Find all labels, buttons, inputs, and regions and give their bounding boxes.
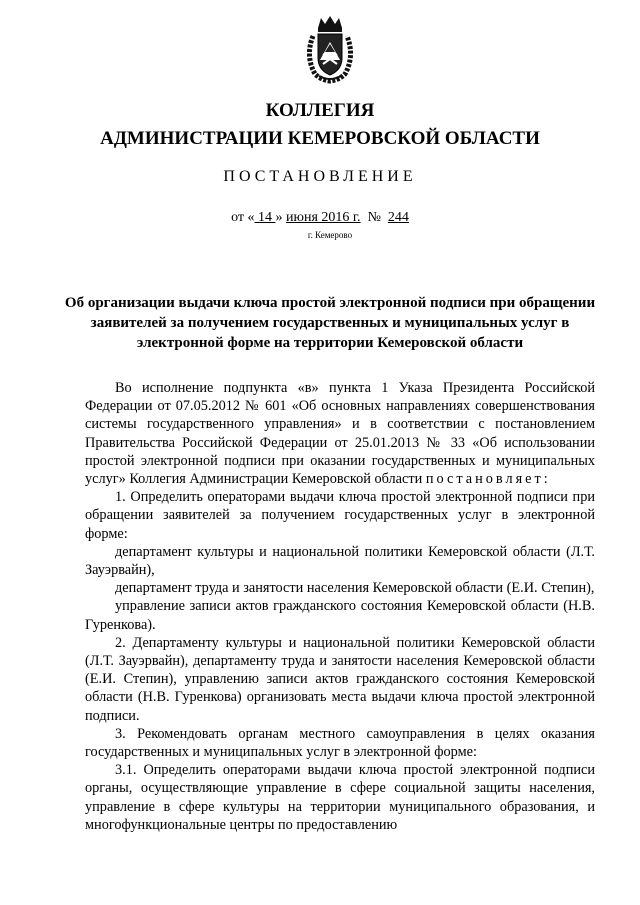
org-name-line1: КОЛЛЕГИЯ xyxy=(265,100,375,121)
intro-text: Во исполнение подпункта «в» пункта 1 Указа Президента Российской Федерации от 07.05.2012 № 601 «Об основных направлениях совершенствования системы государственного управления» и в соответствии с постановлением Правительства Российской Федерации от 25.01.2013 № 33 «Об использовании простой электронной подписи при оказании государственных и муниципальных услуг» Коллегия Администрации Кемеровской области xyxy=(85,380,595,488)
city-name: г. Кемерово xyxy=(307,230,353,240)
item-3-1: 3.1. Определить операторами выдачи ключа простой электронной подписи органы, осуществляющие управление в сфере социальной защиты населения, управление в сфере культуры на территории муниципального образования, и многофункциональные центры по предоставлению xyxy=(85,762,595,833)
item-2: 2. Департаменту культуры и национальной политики Кемеровской области (Л.Т. Зауэрвайн), департаменту труда и занятости населения Кемеровской области (Е.И. Степин), управлению записи актов гражданского состояния Кемеровской области (Н.В. Гуренкова) организовать места выдачи ключа простой электронной подписи. xyxy=(85,634,595,724)
coat-of-arms-emblem xyxy=(301,14,359,84)
item-1-a: департамент культуры и национальной политики Кемеровской области (Л.Т. Зауэрвайн), xyxy=(85,543,595,579)
document-title: Об организации выдачи ключа простой электронной подписи при обращении заявителей за получением государственных и муниципальных услуг в электронной форме на территории Кемеровской области xyxy=(64,295,596,351)
item-1-b: департамент труда и занятости населения Кемеровской области (Е.И. Степин), xyxy=(115,580,595,597)
item-1: 1. Определить операторами выдачи ключа простой электронной подписи при обращении заявителей за получением государственных услуг в электронной форме: xyxy=(85,489,595,542)
document-number: 244 xyxy=(387,210,409,225)
date-month-year: июня 2016 г. xyxy=(286,210,361,225)
intro-paragraph xyxy=(85,379,595,488)
item-1-c: управление записи актов гражданского состояния Кемеровской области (Н.В. Гуренкова). xyxy=(85,598,595,633)
date-prefix: от « xyxy=(231,210,255,225)
number-label: № xyxy=(360,210,388,225)
resolves-word: постановляет: xyxy=(425,471,551,488)
org-name-line2: АДМИНИСТРАЦИИ КЕМЕРОВСКОЙ ОБЛАСТИ xyxy=(100,128,540,149)
item-3: 3. Рекомендовать органам местного самоуправления в целях оказания государственных и муниципальных услуг в электронной форме: xyxy=(85,725,595,761)
document-type: ПОСТАНОВЛЕНИЕ xyxy=(223,168,417,185)
date-day: 14 xyxy=(254,210,276,225)
date-line xyxy=(0,210,640,226)
document-body xyxy=(85,379,595,834)
date-mid: » xyxy=(275,210,287,225)
